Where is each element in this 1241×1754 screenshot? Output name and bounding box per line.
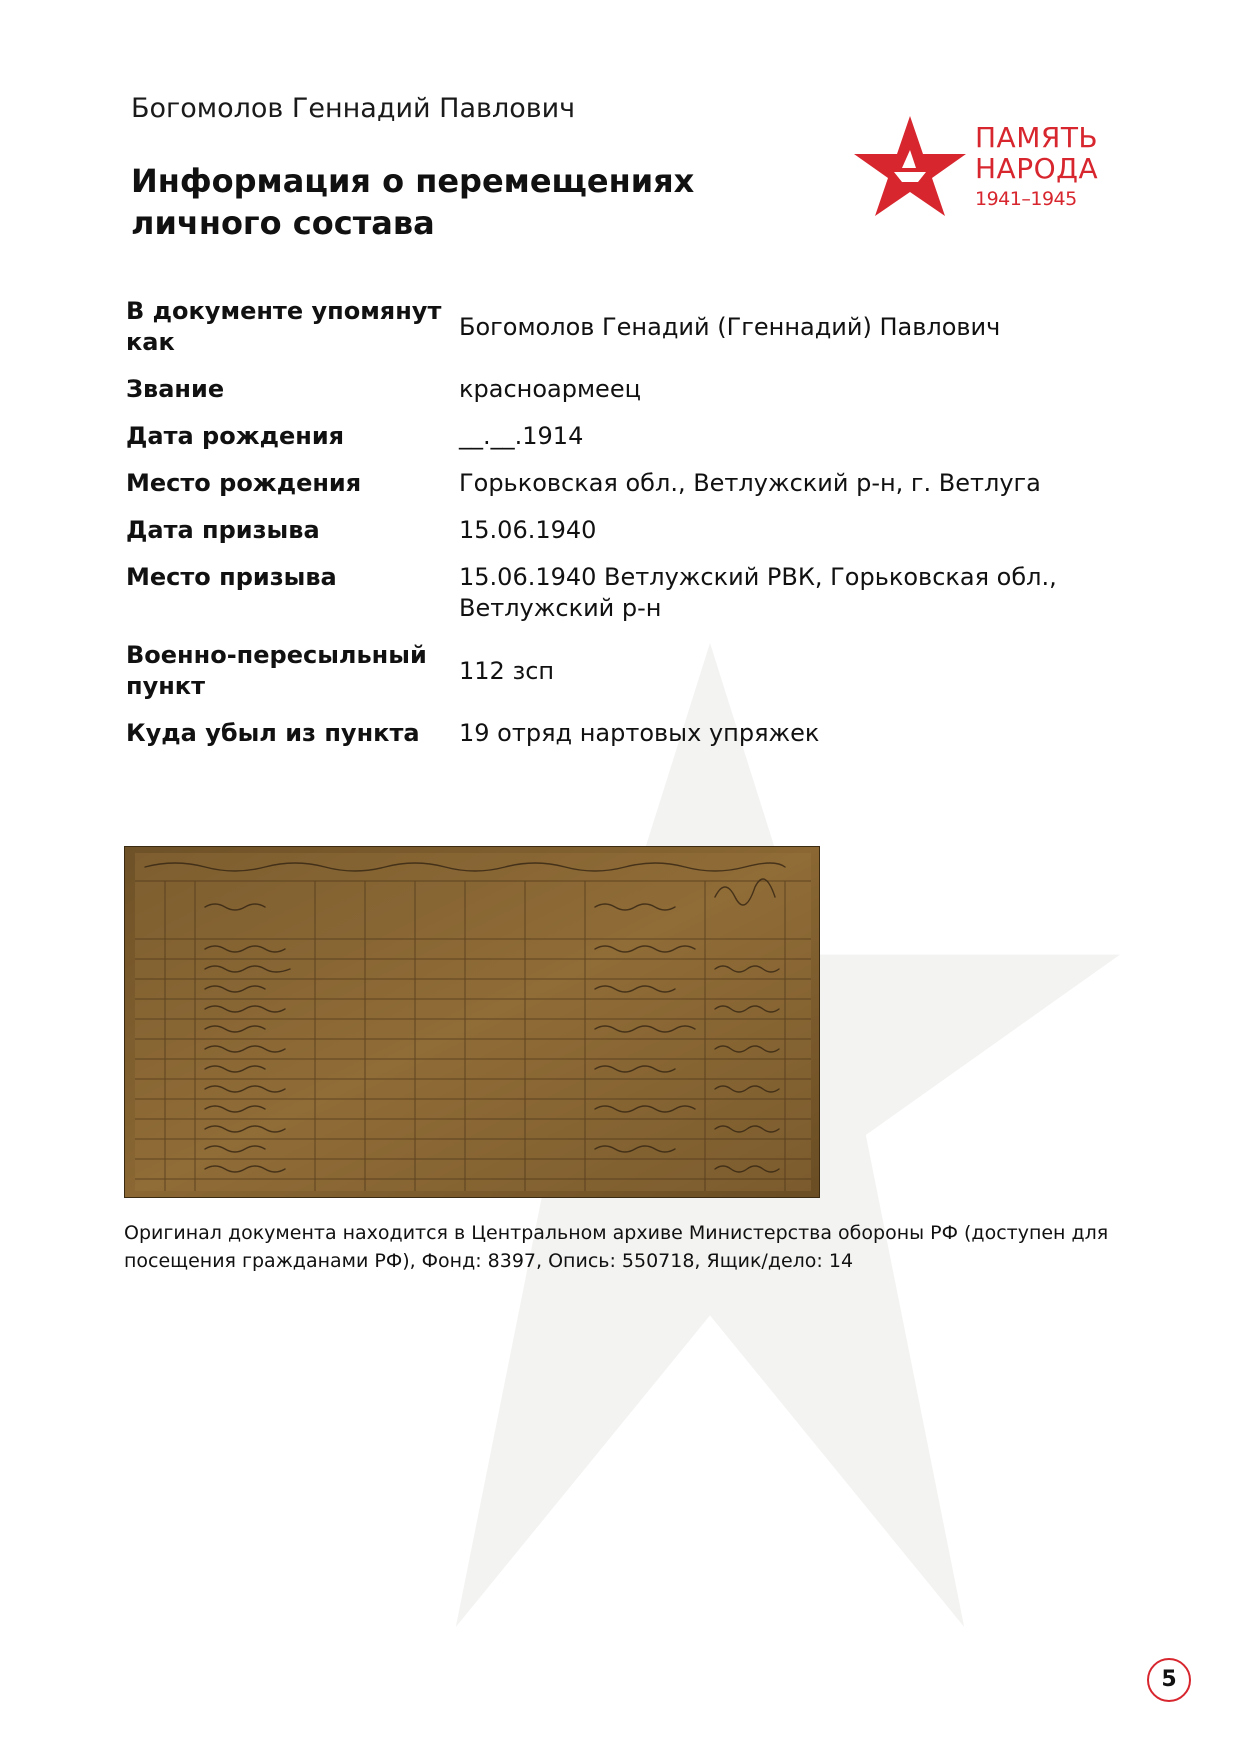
info-row bbox=[126, 718, 1126, 765]
document-title: Информация о перемещениях личного состава bbox=[131, 162, 695, 242]
field-value: __.__.1914 bbox=[459, 422, 584, 450]
person-name: Богомолов Геннадий Павлович bbox=[131, 93, 576, 124]
logo-line-2: НАРОДА bbox=[975, 152, 1099, 185]
info-row bbox=[126, 296, 1126, 374]
info-row bbox=[126, 468, 1126, 515]
field-value: Горьковская обл., Ветлужский р-н, г. Ветлуга bbox=[459, 469, 1041, 497]
logo-years: 1941–1945 bbox=[975, 188, 1077, 210]
pamyat-naroda-logo bbox=[850, 112, 1120, 224]
info-row bbox=[126, 515, 1126, 562]
field-label: Место призыва bbox=[126, 563, 337, 591]
red-star-icon bbox=[850, 112, 970, 217]
field-value: 15.06.1940 bbox=[459, 516, 597, 544]
field-label: Дата призыва bbox=[126, 516, 320, 544]
field-value: Богомолов Генадий (Ггеннадий) Павлович bbox=[459, 312, 1001, 341]
info-row bbox=[126, 374, 1126, 421]
field-value: 112 зсп bbox=[459, 656, 555, 685]
field-value: красноармеец bbox=[459, 375, 641, 403]
field-label: В документе упомянут как bbox=[126, 297, 442, 356]
info-row bbox=[126, 640, 1126, 718]
field-label: Дата рождения bbox=[126, 422, 345, 450]
field-value: 15.06.1940 Ветлужский РВК, Горьковская обл., Ветлужский р-н bbox=[459, 563, 1057, 622]
info-row bbox=[126, 421, 1126, 468]
field-label: Военно-пересыльный пункт bbox=[126, 641, 427, 700]
page-number: 5 bbox=[1147, 1658, 1191, 1702]
field-label: Куда убыл из пункта bbox=[126, 719, 420, 747]
info-table bbox=[126, 296, 1126, 765]
logo-line-1: ПАМЯТЬ bbox=[975, 121, 1099, 154]
field-value: 19 отряд нартовых упряжек bbox=[459, 719, 820, 747]
archive-caption: Оригинал документа находится в Центральном архиве Министерства обороны РФ (доступен для посещения гражданами РФ), Фонд: 8397, Опись: 550718, Ящик/дело: 14 bbox=[124, 1222, 1109, 1272]
field-label: Звание bbox=[126, 375, 225, 403]
field-label: Место рождения bbox=[126, 469, 362, 497]
handwritten-list-image bbox=[125, 847, 819, 1197]
info-row bbox=[126, 562, 1126, 640]
archive-document-scan[interactable] bbox=[124, 846, 820, 1198]
